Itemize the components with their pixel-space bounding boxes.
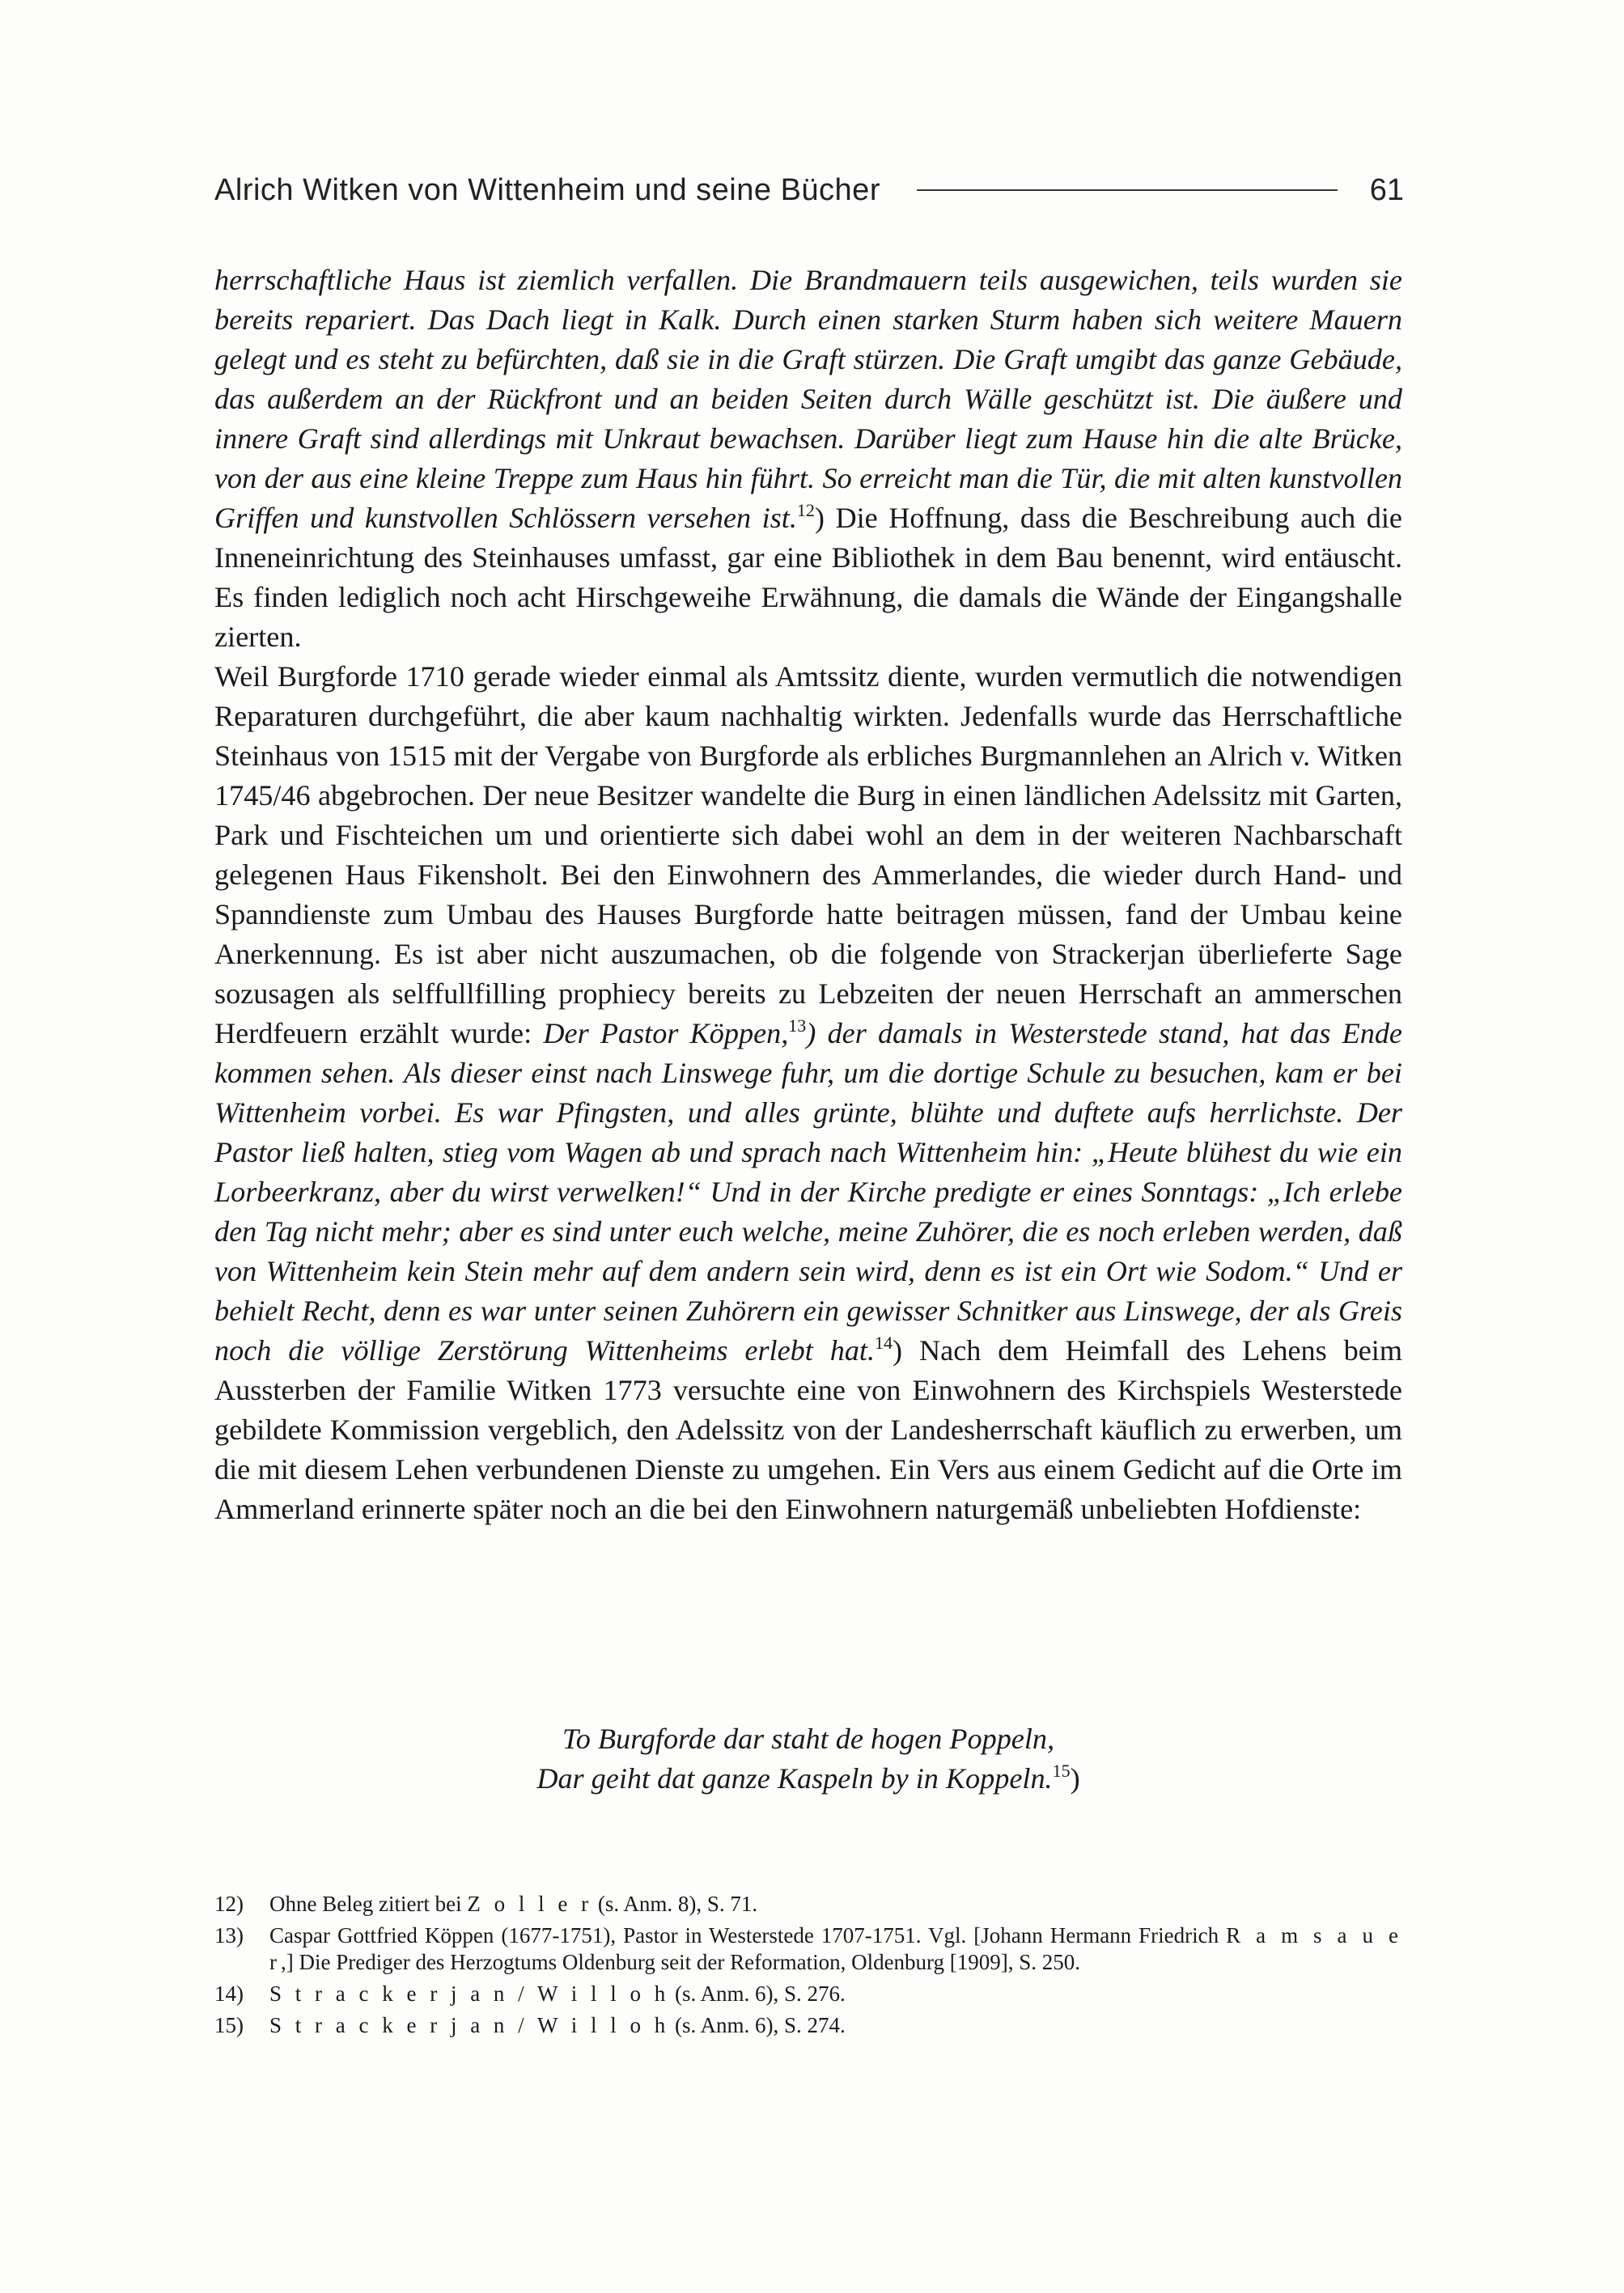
verse-block bbox=[214, 1719, 1402, 1799]
quote-inventory: herrschaftliche Haus ist ziemlich verfallen. Die Brandmauern teils ausgewichen, teils wurden sie bereits repariert. Das Dach liegt in Kalk. Durch einen starken Sturm haben sich weitere Mauern gelegt und es steht zu befürchten, daß sie in die Graft stürzen. Die Graft umgibt das ganze Gebäude, das außerdem an der Rückfront und an beiden Seiten durch Wälle geschützt ist. Die äußere und innere Graft sind allerdings mit Unkraut bewachsen. Darüber liegt zum Hause hin die alte Brücke, von der aus eine kleine Treppe zum Haus hin führt. So erreicht man die Tür, die mit alten kunstvollen Griffen und kunstvollen Schlössern versehen ist. bbox=[214, 264, 1402, 534]
paragraph-1-text: ) Die Hoffnung, dass die Beschreibung auch die Inneneinrichtung des Steinhauses umfasst, gar eine Bibliothek in dem Bau benennt, wird entäuscht. Es finden lediglich noch acht Hirschgeweihe Erwähnung, die damals die Wände der Eingangshalle zierten. bbox=[214, 502, 1402, 653]
footnote-post: (s. Anm. 6), S. 274. bbox=[669, 2013, 846, 2037]
paragraph-2-text: Weil Burgforde 1710 gerade wieder einmal als Amtssitz diente, wurden vermutlich die notwendigen Reparaturen durchgeführt, die aber kaum nachhaltig wirkten. Jedenfalls wurde das Herrschaftliche Steinhaus von 1515 mit der Vergabe von Burgforde als erbliches Burgmannlehen an Alrich v. Witken 1745/46 abgebrochen. Der neue Besitzer wandelte die Burg in einen ländlichen Adelssitz mit Garten, Park und Fischteichen um und orientierte sich dabei wohl an dem in der weiteren Nachbarschaft gelegenen Haus Fikensholt. Bei den Einwohnern des Ammerlandes, die wieder durch Hand- und Spanndienste zum Umbau des Hauses Burgforde hatte beitragen müssen, fand der Umbau keine Anerkennung. Es ist aber nicht auszumachen, ob die folgende von Strackerjan überlieferte Sage sozusagen als selffullfilling prophiecy bereits zu Lebzeiten der neuen Herrschaft an ammerschen Herdfeuern erzählt wurde: bbox=[214, 660, 1402, 1049]
paragraph-1 bbox=[214, 261, 1402, 657]
footnote-text bbox=[269, 1922, 1402, 1976]
page-number: 61 bbox=[1369, 172, 1404, 207]
footnote-12 bbox=[214, 1891, 1402, 1918]
footnote-15 bbox=[214, 2012, 1402, 2039]
footnote-author: S t r a c k e r j a n / W i l l o h bbox=[269, 2013, 670, 2037]
footnote-author: R a m s a u e r bbox=[269, 1923, 1402, 1974]
footnotes bbox=[214, 1891, 1402, 2044]
paragraph-2-rest: ) Nach dem Heimfall des Lehens beim Aussterben der Familie Witken 1773 versuchte eine von Einwohnern des Kirchspiels Westerstede gebildete Kommission vergeblich, den Adelssitz von der Landesherrschaft käuflich zu erwerben, um die mit diesem Lehen verbundenen Dienste zu umgehen. Ein Vers aus einem Gedicht auf die Orte im Ammerland erinnerte später noch an die bei den Einwohnern naturgemäß unbeliebten Hofdienste: bbox=[214, 1334, 1402, 1525]
footnote-ref-15: 15 bbox=[1052, 1761, 1071, 1781]
quote-legend-start: Der Pastor Köppen, bbox=[543, 1017, 789, 1049]
footnote-author: S t r a c k e r j a n / W i l l o h bbox=[269, 1981, 670, 2006]
verse-close-paren: ) bbox=[1070, 1762, 1080, 1795]
verse-line-2 bbox=[214, 1759, 1402, 1799]
header-rule bbox=[917, 189, 1338, 191]
quote-legend: ) der damals in Westerstede stand, hat das Ende kommen sehen. Als dieser einst nach Linswege fuhr, um die dortige Schule zu besuchen, kam er bei Wittenheim vorbei. Es war Pfingsten, und alles grünte, blühte und duftete aufs herrlichste. Der Pastor ließ halten, stieg vom Wagen ab und sprach nach Wittenheim hin: „Heute blühest du wie ein Lorbeerkranz, aber du wirst verwelken!“ Und in der Kirche predigte er eines Sonntags: „Ich erlebe den Tag nicht mehr; aber es sind unter euch welche, meine Zuhörer, die es noch erleben werden, daß von Wittenheim kein Stein mehr auf dem andern sein wird, denn es ist ein Ort wie Sodom.“ Und er behielt Recht, denn es war unter seinen Zuhörern ein gewisser Schnitker aus Linswege, der als Greis noch die völlige Zerstörung Wittenheims erlebt hat. bbox=[214, 1017, 1402, 1367]
footnote-text bbox=[269, 1981, 1402, 2007]
verse-line-2-text: Dar geiht dat ganze Kaspeln by in Koppeln. bbox=[536, 1762, 1053, 1795]
footnote-number: 15) bbox=[214, 2013, 244, 2037]
paragraph-2 bbox=[214, 657, 1402, 1529]
footnote-text bbox=[269, 2012, 1402, 2039]
footnote-14 bbox=[214, 1981, 1402, 2007]
footnote-ref-13: 13 bbox=[788, 1015, 807, 1036]
footnote-pre: Ohne Beleg zitiert bei bbox=[269, 1892, 468, 1916]
body-text bbox=[214, 261, 1402, 1529]
footnote-13 bbox=[214, 1922, 1402, 1976]
footnote-pre: Caspar Gottfried Köppen (1677-1751), Pastor in Westerstede 1707-1751. Vgl. [Johann Hermann Friedrich bbox=[269, 1923, 1227, 1948]
footnote-number: 12) bbox=[214, 1892, 244, 1916]
footnote-number: 13) bbox=[214, 1923, 244, 1948]
footnote-post: (s. Anm. 6), S. 276. bbox=[669, 1981, 846, 2006]
running-title: Alrich Witken von Wittenheim und seine Bücher bbox=[214, 172, 880, 207]
footnote-author: Z o l l e r bbox=[467, 1892, 593, 1916]
footnote-number: 14) bbox=[214, 1981, 244, 2006]
footnote-post: (s. Anm. 8), S. 71. bbox=[592, 1892, 758, 1916]
footnote-text bbox=[269, 1891, 1402, 1918]
verse-line-1: To Burgforde dar staht de hogen Poppeln, bbox=[562, 1723, 1055, 1755]
footnote-ref-14: 14 bbox=[875, 1333, 893, 1353]
footnote-post: ,] Die Prediger des Herzogtums Oldenburg seit der Reformation, Oldenburg [1909], S. 250. bbox=[281, 1950, 1081, 1974]
footnote-ref-12: 12 bbox=[796, 500, 815, 520]
page-header bbox=[214, 166, 1404, 214]
